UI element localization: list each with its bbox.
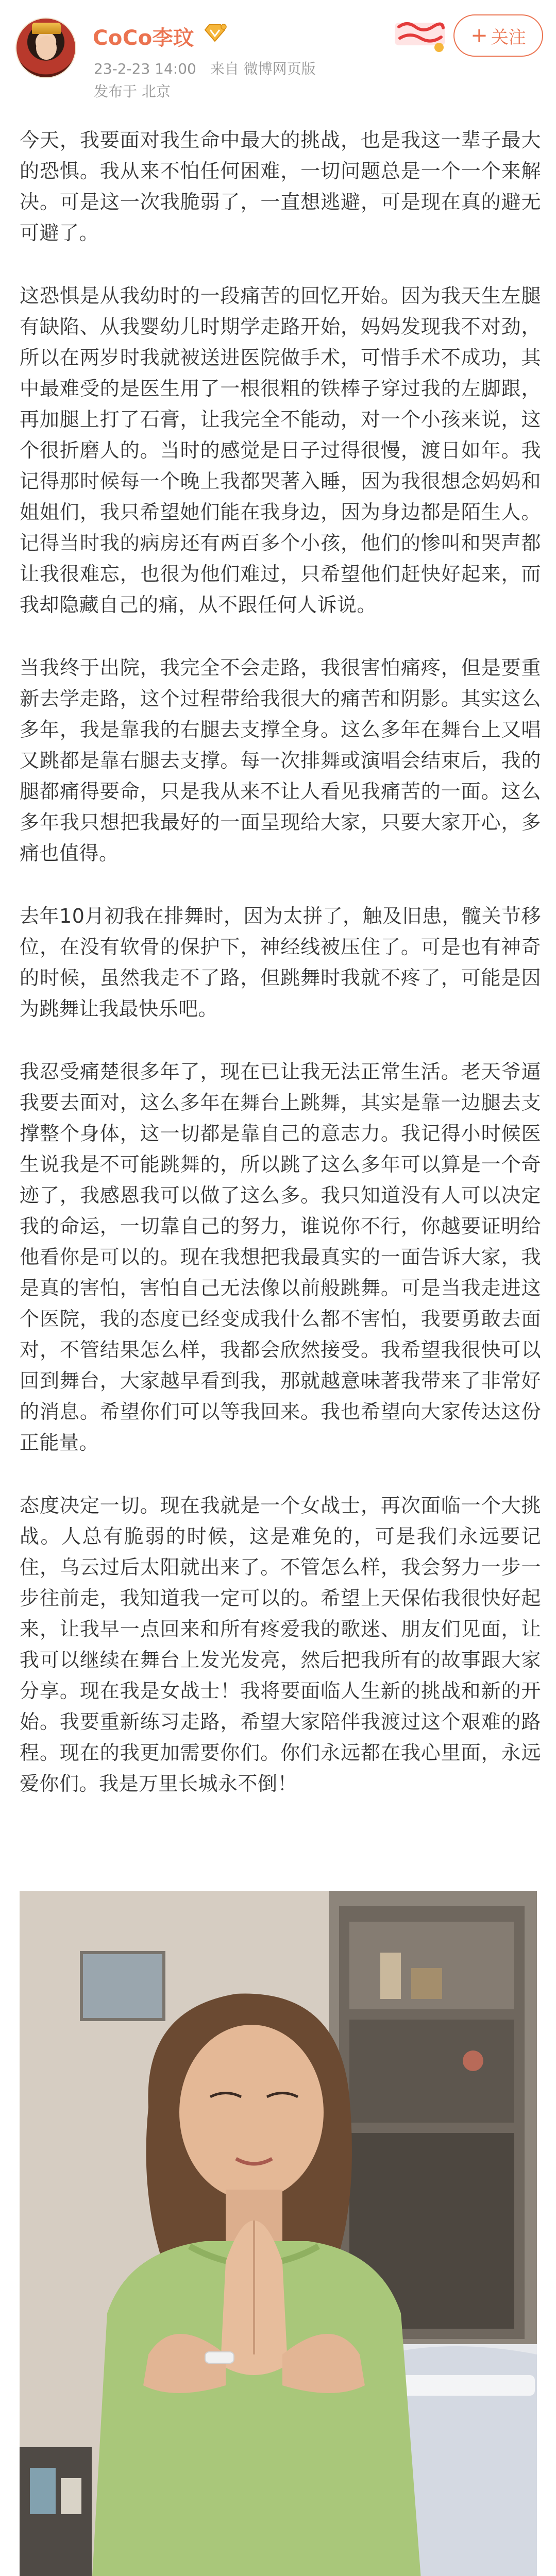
paragraph: 我忍受痛楚很多年了，现在已让我无法正常生活。老天爷逼我要去面对，这么多年在舞台上跳舞，其实是靠一边腿去支撑整个身体，这一切都是靠自己的意志力。我记得小时候医生说我是不可能跳舞的，所以跳了这么多年可以算是一个奇迹了，我感恩我可以做了这么多。我只知道没有人可以决定我的命运，一切靠自己的努力，谁说你不行，你越要证明给他看你是可以的。现在我想把我最真实的一面告诉大家，我是真的害怕，害怕自己无法像以前般跳舞。可是当我走进这个医院，我的态度已经变成我什么都不害怕，我要勇敢去面对，不管结果怎么样，我都会欣然接受。我希望我很快可以回到舞台，大家越早看到我，那就越意味著我带来了非常好的消息。希望你们可以等我回来。我也希望向大家传达这份正能量。 — [20, 1060, 541, 1454]
post-source: 来自 微博网页版 — [210, 60, 316, 77]
paragraph: 态度决定一切。现在我就是一个女战士，再次面临一个大挑战。人总有脆弱的时候，这是难免的，可是我们永远要记住，乌云过后太阳就出来了。不管怎么样，我会努力一步一步往前走，我知道我一定可以的。希望上天保佑我很快好起来，让我早一点回来和所有疼爱我的歌迷、朋友们见面，让我可以继续在舞台上发光发亮，然后把我所有的故事跟大家分享。现在我是女战士！我将要面临人生新的挑战和新的开始。我要重新练习走路，希望大家陪伴我渡过这个艰难的路程。现在的我更加需要你们。你们永远都在我心里面，永远爱你们。我是万里长城永不倒！ — [20, 1494, 541, 1795]
paragraph: 去年10月初我在排舞时，因为太拼了，触及旧患，髋关节移位，在没有软骨的保护下，神经线被压住了。可是也有神奇的时候，虽然我走不了路，但跳舞时我就不疼了，可能是因为跳舞让我最快乐吧。 — [20, 905, 541, 1020]
post-header — [0, 0, 556, 113]
post-body — [20, 125, 541, 1831]
post-photo[interactable] — [20, 1891, 537, 2576]
post-meta — [94, 58, 325, 78]
plus-icon: + — [470, 24, 488, 47]
post-date[interactable]: 23-2-23 14:00 — [94, 60, 196, 77]
hospital-photo-illustration — [20, 1891, 537, 2576]
avatar[interactable] — [15, 18, 76, 78]
username-link[interactable]: CoCo李玟 — [93, 26, 194, 50]
crown-decoration — [32, 23, 61, 34]
post-location: 发布于 北京 — [94, 83, 171, 100]
vip-badge-icon[interactable] — [203, 23, 227, 43]
follow-label: 关注 — [491, 27, 526, 48]
paragraph: 这恐惧是从我幼时的一段痛苦的回忆开始。因为我天生左腿有缺陷、从我婴幼儿时期学走路开始，妈妈发现我不对劲，所以在两岁时我就被送进医院做手术，可惜手术不成功，其中最难受的是医生用了一根很粗的铁棒子穿过我的左脚跟，再加腿上打了石膏，让我完全不能动，对一个小孩来说，这个很折磨人的。当时的感觉是日子过得很慢，渡日如年。我记得那时候每一个晚上我都哭著入睡，因为我很想念妈妈和姐姐们，我只希望她们能在我身边，因为身边都是陌生人。记得当时我的病房还有两百多个小孩，他们的惨叫和哭声都让我很难忘，也很为他们难过，只希望他们赶快好起来，而我却隐藏自己的痛，从不跟任何人诉说。 — [20, 284, 541, 616]
follow-button[interactable] — [453, 14, 543, 57]
paragraph: 今天，我要面对我生命中最大的挑战，也是我这一辈子最大的恐惧。我从来不怕任何困难，一切问题总是一个一个来解决。可是这一次我脆弱了，一直想逃避，可是现在真的避无可避了。 — [20, 129, 541, 244]
event-badge-icon[interactable] — [392, 15, 448, 57]
paragraph: 当我终于出院，我完全不会走路，我很害怕痛疼，但是要重新去学走路，这个过程带给我很大的痛苦和阴影。其实这么多年，我是靠我的右腿去支撑全身。这么多年在舞台上又唱又跳都是靠右腿去支撑。每一次排舞或演唱会结束后，我的腿都痛得要命，只是我从来不让人看见我痛苦的一面。这么多年我只想把我最好的一面呈现给大家，只要大家开心，多痛也值得。 — [20, 656, 541, 865]
avatar-face — [36, 36, 57, 60]
